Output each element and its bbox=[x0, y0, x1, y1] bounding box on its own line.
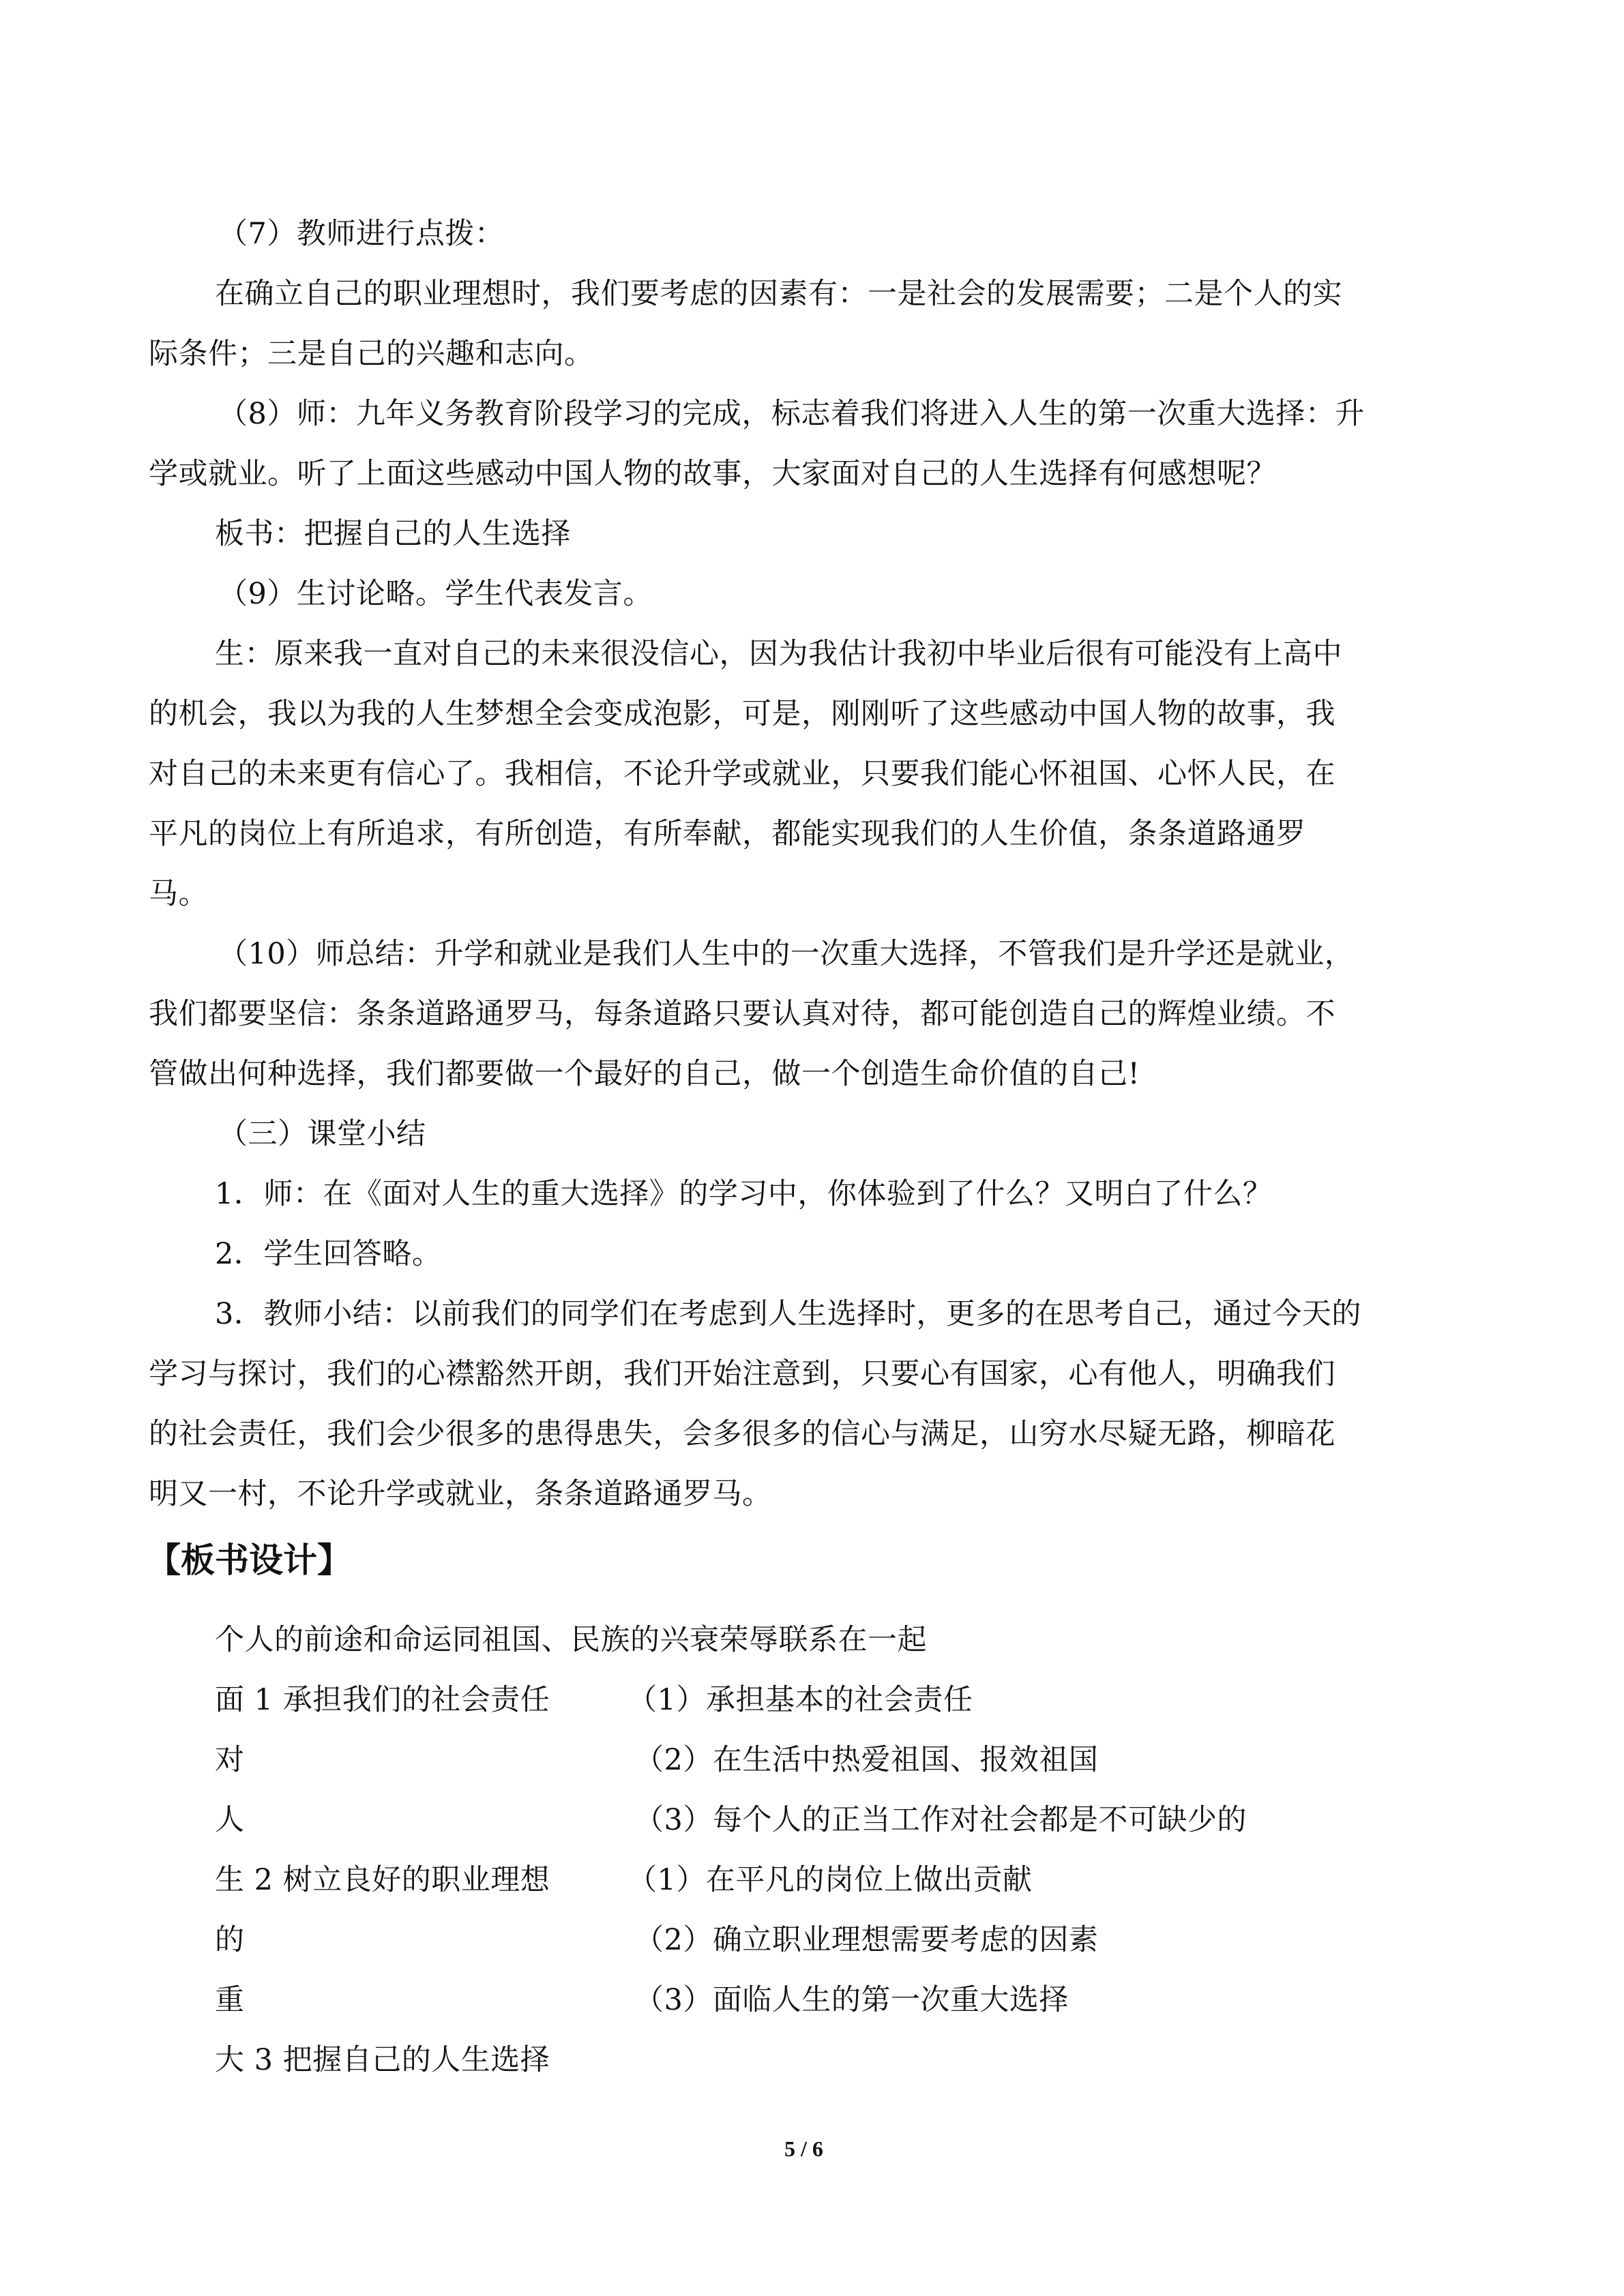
paragraph-teacher-summary-line2: 我们都要坚信：条条道路通罗马，每条道路只要认真对待，都可能创造自己的辉煌业绩。不 bbox=[149, 997, 1335, 1031]
board-row-left: 对 bbox=[215, 1743, 245, 1777]
board-row-right: （3）面临人生的第一次重大选择 bbox=[634, 1983, 1069, 2017]
paragraph-teacher-guidance: （7）教师进行点拨： bbox=[218, 217, 505, 251]
paragraph-teacher-summary-line3: 管做出何种选择，我们都要做一个最好的自己，做一个创造生命价值的自己! bbox=[149, 1057, 1140, 1091]
list-item-3-line4: 明又一村，不论升学或就业，条条道路通罗马。 bbox=[149, 1477, 772, 1511]
paragraph-teacher-summary-line1: （10）师总结：升学和就业是我们人生中的一次重大选择，不管我们是升学还是就业， bbox=[218, 937, 1355, 971]
board-row-right: （1）在平凡的岗位上做出贡献 bbox=[628, 1863, 1033, 1897]
board-row-right: （1）承担基本的社会责任 bbox=[628, 1683, 973, 1717]
paragraph-student-speech-line4: 平凡的岗位上有所追求，有所创造，有所奉献，都能实现我们的人生价值，条条道路通罗 bbox=[149, 817, 1306, 851]
paragraph-career-factors-line2: 际条件；三是自己的兴趣和志向。 bbox=[149, 337, 594, 371]
list-item-3-line2: 学习与探讨，我们的心襟豁然开朗，我们开始注意到，只要心有国家，心有他人，明确我们 bbox=[149, 1357, 1335, 1391]
board-row-right: （2）在生活中热爱祖国、报效祖国 bbox=[634, 1743, 1099, 1777]
paragraph-teacher-question-line1: （8）师：九年义务教育阶段学习的完成，标志着我们将进入人生的第一次重大选择：升 bbox=[218, 397, 1365, 431]
board-row-left: 人 bbox=[215, 1803, 245, 1837]
board-row-right: （2）确立职业理想需要考虑的因素 bbox=[634, 1923, 1099, 1957]
board-row-left: 生 2 树立良好的职业理想 bbox=[215, 1863, 550, 1897]
list-item-3-line3: 的社会责任，我们会少很多的患得患失，会多很多的信心与满足，山穷水尽疑无路，柳暗花 bbox=[149, 1417, 1335, 1451]
list-item-2: 2．学生回答略。 bbox=[215, 1237, 442, 1271]
paragraph-board-note: 板书：把握自己的人生选择 bbox=[215, 517, 571, 551]
board-row-left: 面 1 承担我们的社会责任 bbox=[215, 1683, 550, 1717]
board-row-right: （3）每个人的正当工作对社会都是不可缺少的 bbox=[634, 1803, 1247, 1837]
list-item-1: 1．师：在《面对人生的重大选择》的学习中，你体验到了什么？又明白了什么？ bbox=[215, 1177, 1273, 1211]
paragraph-student-speech-line5: 马。 bbox=[149, 877, 208, 911]
list-item-3-line1: 3．教师小结：以前我们的同学们在考虑到人生选择时，更多的在思考自己，通过今天的 bbox=[215, 1297, 1361, 1331]
board-design-heading: 【板书设计】 bbox=[147, 1540, 351, 1580]
paragraph-student-speech-line1: 生：原来我一直对自己的未来很没信心，因为我估计我初中毕业后很有可能没有上高中 bbox=[215, 637, 1342, 671]
paragraph-career-factors-line1: 在确立自己的职业理想时，我们要考虑的因素有：一是社会的发展需要；二是个人的实 bbox=[215, 277, 1342, 311]
page-number: 5 / 6 bbox=[784, 2136, 823, 2161]
board-row-left: 的 bbox=[215, 1923, 245, 1957]
paragraph-student-speech-line3: 对自己的未来更有信心了。我相信，不论升学或就业，只要我们能心怀祖国、心怀人民，在 bbox=[149, 757, 1335, 791]
paragraph-student-speech-line2: 的机会，我以为我的人生梦想全会变成泡影，可是，刚刚听了这些感动中国人物的故事，我 bbox=[149, 697, 1335, 731]
board-row-left: 大 3 把握自己的人生选择 bbox=[215, 2043, 550, 2077]
paragraph-teacher-question-line2: 学或就业。听了上面这些感动中国人物的故事，大家面对自己的人生选择有何感想呢？ bbox=[149, 457, 1276, 491]
board-row-left: 重 bbox=[215, 1983, 245, 2017]
board-intro: 个人的前途和命运同祖国、民族的兴衰荣辱联系在一起 bbox=[215, 1623, 927, 1657]
paragraph-student-discussion: （9）生讨论略。学生代表发言。 bbox=[218, 577, 653, 611]
section-heading-class-summary: （三）课堂小结 bbox=[218, 1117, 426, 1151]
